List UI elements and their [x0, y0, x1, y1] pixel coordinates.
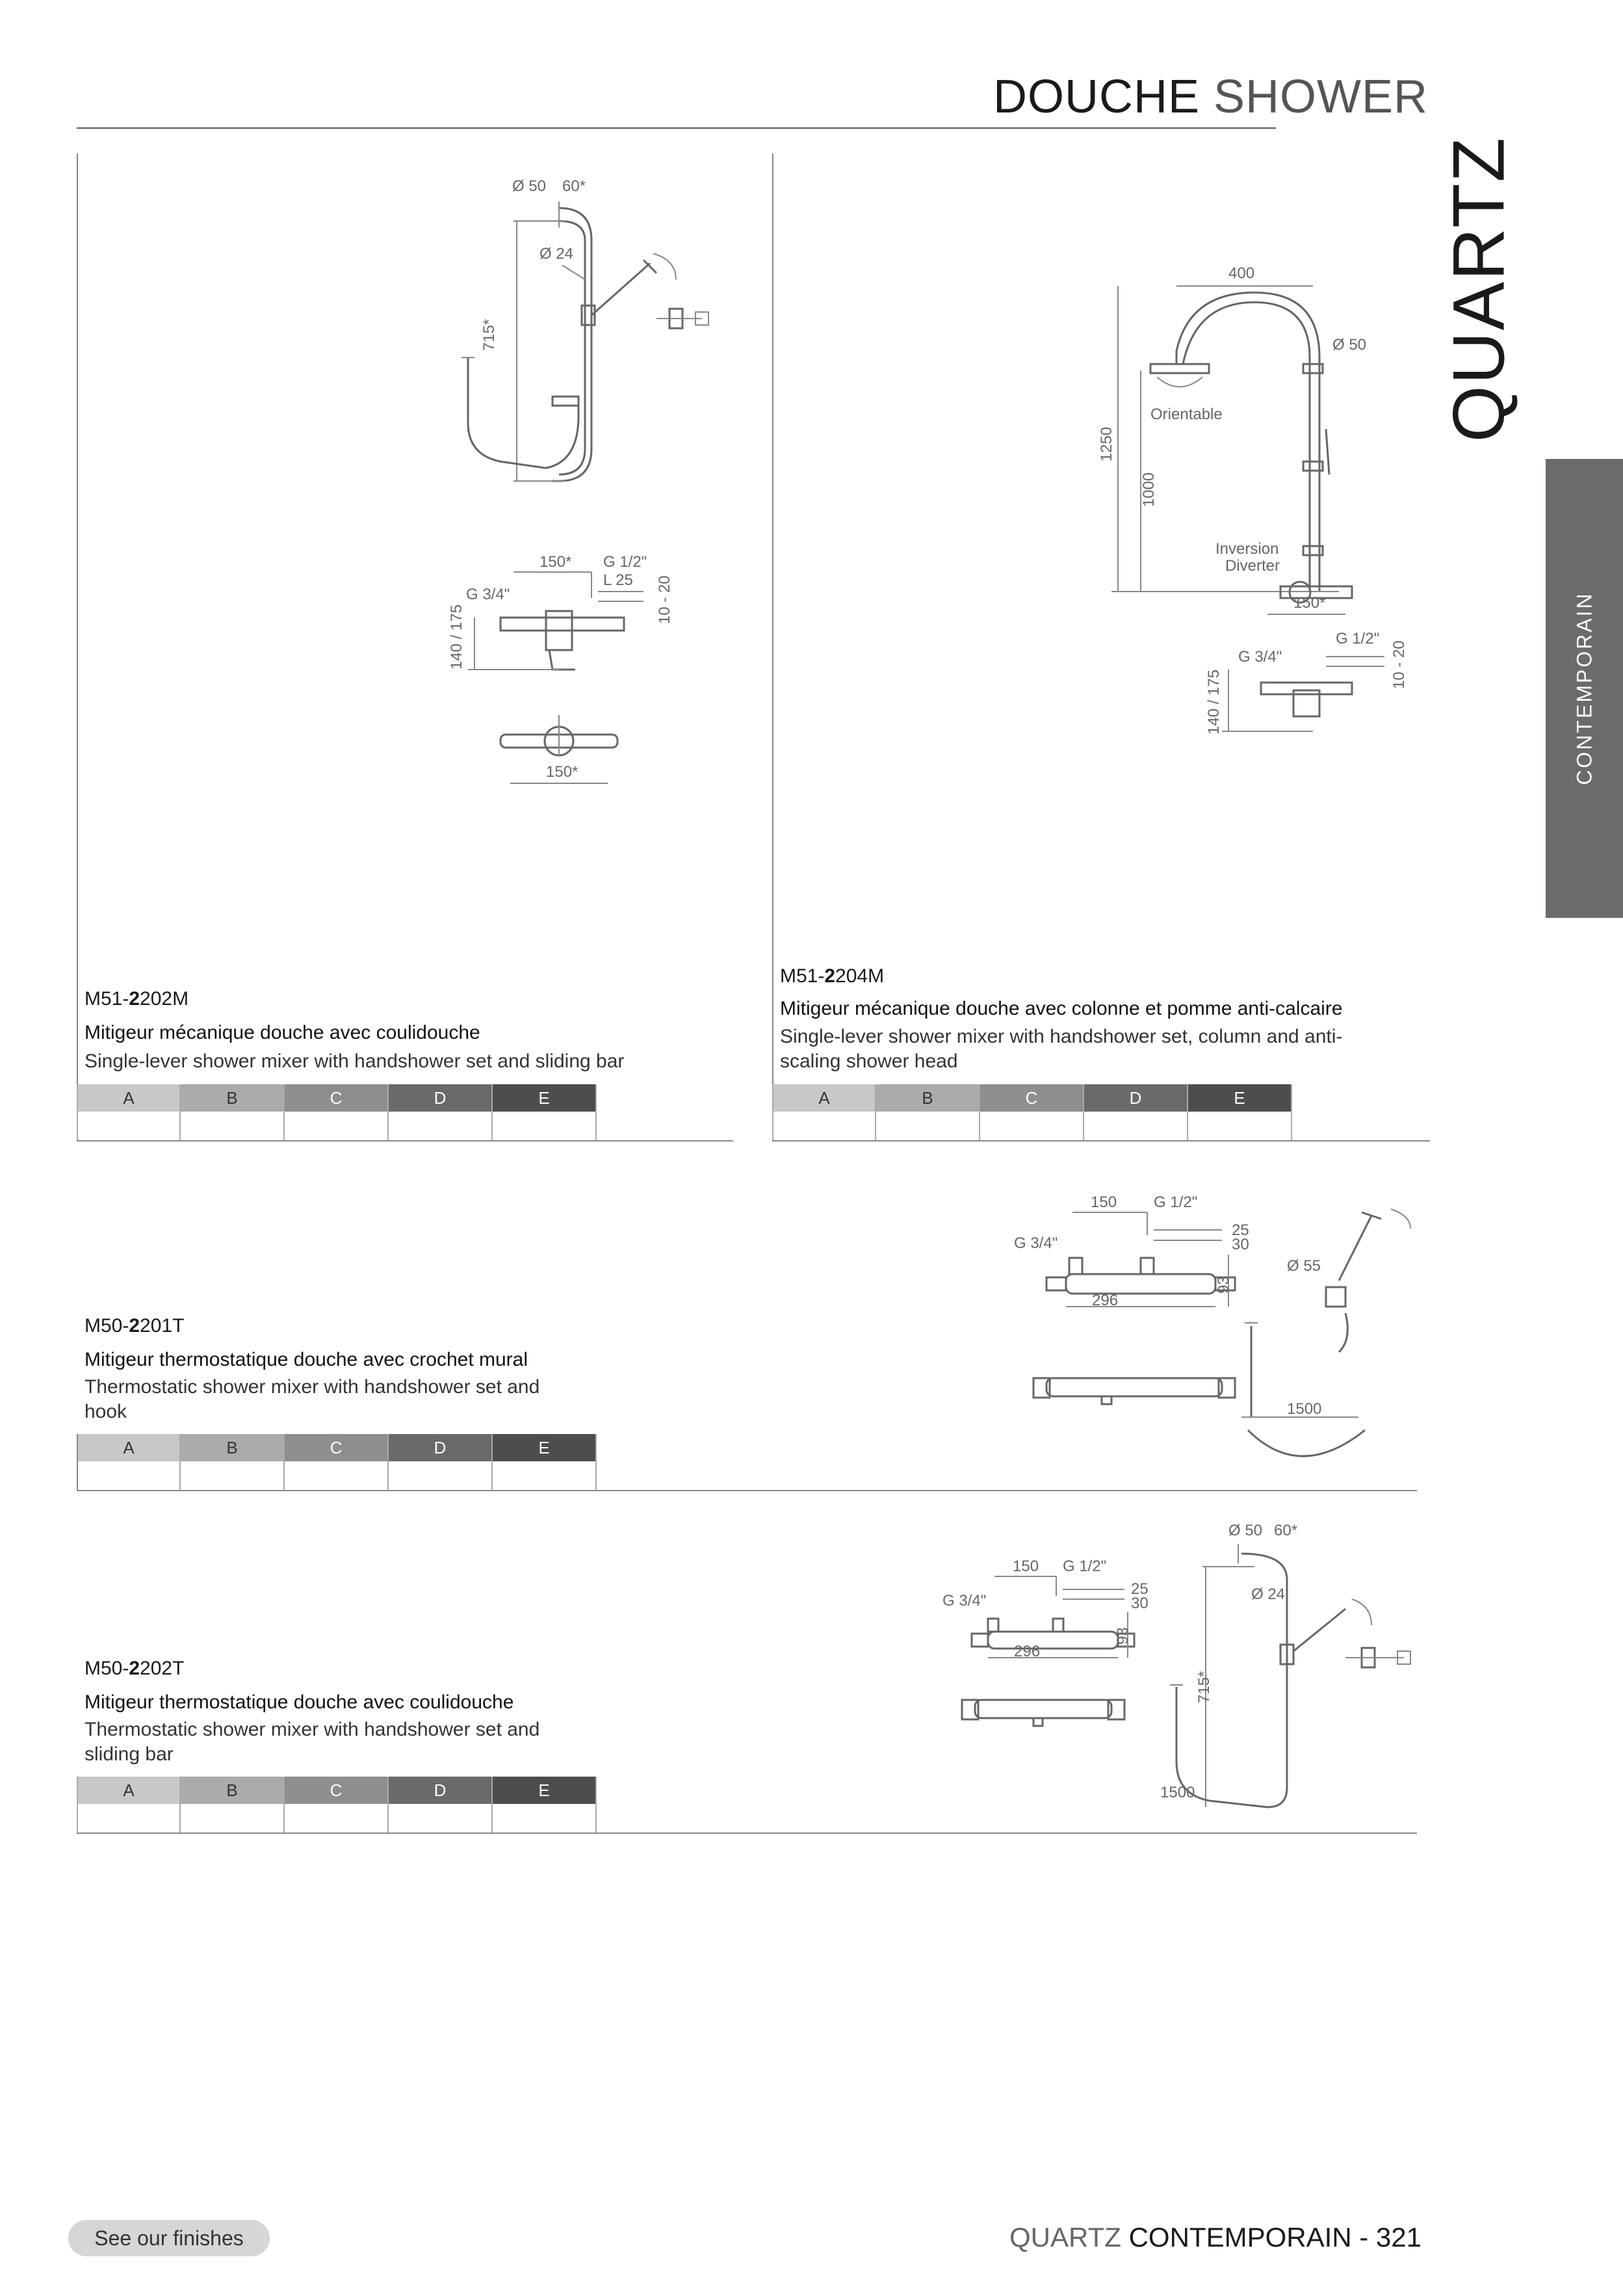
dim-text: 10 - 20 [1390, 640, 1408, 689]
dim-text: Ø 24 [1251, 1585, 1286, 1603]
finish-d[interactable]: D [1084, 1084, 1188, 1141]
footer-section: CONTEMPORAIN - 321 [1128, 2222, 1422, 2252]
dim-text: G 3/4" [1238, 648, 1282, 666]
finish-e[interactable]: E [493, 1777, 597, 1834]
dim-text: Orientable [1150, 406, 1223, 423]
dim-text: 140 / 175 [448, 604, 465, 670]
finish-d[interactable]: D [389, 1434, 493, 1491]
product-1-en: Single-lever shower mixer with handshower set and sliding bar [84, 1050, 625, 1072]
finish-d[interactable]: D [389, 1777, 493, 1834]
product-4-drawing [929, 1515, 1436, 1820]
product-4-rule [77, 1833, 1417, 1834]
brand-vertical [1438, 136, 1520, 443]
dim-text: 1500 [1160, 1784, 1195, 1801]
dim-text: 60* [562, 177, 586, 195]
product-1-finishes [77, 1084, 597, 1141]
finish-a[interactable]: A [772, 1084, 876, 1141]
dim-text: 715* [480, 319, 498, 351]
finish-c[interactable]: C [285, 1084, 389, 1141]
dim-text: 60* [1274, 1522, 1298, 1539]
finish-c[interactable]: C [285, 1434, 389, 1491]
code-bold: 2 [129, 988, 140, 1010]
product-3-en-2: hook [84, 1401, 127, 1422]
code-suffix: 201T [140, 1315, 185, 1337]
code-suffix: 202M [140, 988, 189, 1010]
dim-text: 150* [546, 763, 578, 781]
finish-e[interactable]: E [493, 1434, 597, 1491]
product-3-code [84, 1315, 184, 1337]
code-suffix: 204M [835, 965, 885, 987]
product-2-code [780, 965, 884, 987]
finish-b[interactable]: B [181, 1084, 285, 1141]
footer-brand: QUARTZ [1009, 2222, 1121, 2252]
product-1-fr: Mitigeur mécanique douche avec coulidouche [84, 1022, 480, 1043]
product-1-drawing [429, 169, 728, 819]
dim-text: Ø 24 [539, 245, 574, 263]
finish-a[interactable]: A [77, 1434, 181, 1491]
center-divider [772, 153, 773, 1141]
product-4-code [84, 1658, 184, 1680]
finish-a[interactable]: A [77, 1084, 181, 1141]
product-2-en-2: scaling shower head [780, 1050, 958, 1072]
finish-a[interactable]: A [77, 1777, 181, 1834]
product-1-rule [77, 1140, 733, 1141]
dim-text: G 3/4" [942, 1592, 987, 1610]
dim-text: 93 [1215, 1276, 1232, 1294]
finish-c[interactable]: C [980, 1084, 1084, 1141]
product-3-finishes [77, 1434, 597, 1491]
product-3-drawing [1007, 1183, 1436, 1469]
dim-text: 400 [1228, 265, 1255, 282]
product-4-en-1: Thermostatic shower mixer with handshower set and [84, 1719, 540, 1740]
dim-text: 25 [1232, 1221, 1249, 1239]
finish-b[interactable]: B [181, 1434, 285, 1491]
finish-d[interactable]: D [389, 1084, 493, 1141]
dim-text: G 3/4" [466, 586, 510, 603]
dim-text: Ø 50 [1228, 1522, 1263, 1539]
dim-text: G 1/2" [1336, 630, 1380, 647]
dim-text: 10 - 20 [656, 575, 673, 624]
dim-text: 30 [1232, 1236, 1249, 1253]
product-2-en-1: Single-lever shower mixer with handshower set, column and anti- [780, 1026, 1343, 1047]
dim-text: Ø 50 [1332, 336, 1367, 354]
product-3-border [77, 1434, 78, 1491]
title-fr: DOUCHE [993, 71, 1200, 123]
code-prefix: M51- [780, 965, 825, 987]
category-tab-label: CONTEMPORAIN [1572, 592, 1596, 785]
dim-text: 1250 [1098, 426, 1115, 462]
dim-text: G 1/2" [1154, 1194, 1198, 1211]
product-3-fr: Mitigeur thermostatique douche avec crochet mural [84, 1349, 528, 1370]
code-suffix: 202T [140, 1658, 185, 1679]
dim-text: Diverter [1225, 557, 1280, 575]
dim-text: L 25 [603, 571, 633, 589]
product-4-finishes [77, 1777, 597, 1834]
finish-b[interactable]: B [181, 1777, 285, 1834]
page-footer [1009, 2222, 1422, 2253]
dim-text: 93 [1114, 1627, 1132, 1645]
product-3-en-1: Thermostatic shower mixer with handshower set and [84, 1376, 540, 1398]
product-2-drawing [1079, 254, 1443, 748]
dim-text: 296 [1014, 1643, 1041, 1660]
code-bold: 2 [129, 1658, 140, 1679]
header-rule [77, 127, 1276, 129]
dim-text: G 3/4" [1014, 1234, 1058, 1252]
code-prefix: M50- [84, 1658, 129, 1679]
dim-text: Ø 50 [512, 177, 547, 195]
dim-text: 1000 [1140, 472, 1158, 507]
dim-text: G 1/2" [603, 553, 647, 571]
product-2-fr: Mitigeur mécanique douche avec colonne et pomme anti-calcaire [780, 998, 1343, 1019]
page-title [993, 70, 1428, 124]
code-bold: 2 [129, 1315, 140, 1337]
code-bold: 2 [824, 965, 836, 987]
dim-text: Ø 55 [1287, 1257, 1321, 1275]
product-4-fr: Mitigeur thermostatique douche avec coulidouche [84, 1691, 514, 1713]
dim-text: 150* [539, 553, 572, 571]
left-border [77, 153, 78, 1141]
dim-text: 296 [1092, 1292, 1119, 1309]
code-prefix: M50- [84, 1315, 129, 1337]
product-3-rule [77, 1490, 1417, 1491]
see-finishes-button[interactable]: See our finishes [68, 2220, 270, 2256]
dim-text: 150 [1013, 1558, 1039, 1575]
dim-text: 25 [1131, 1580, 1149, 1598]
finish-e[interactable]: E [1188, 1084, 1292, 1141]
dim-text: 140 / 175 [1205, 669, 1223, 735]
dim-text: 150* [1293, 594, 1326, 612]
product-2-finishes [772, 1084, 1292, 1141]
dim-text: 715* [1195, 1671, 1213, 1703]
title-en: SHOWER [1214, 71, 1428, 123]
dim-text: 30 [1131, 1595, 1149, 1612]
product-4-en-2: sliding bar [84, 1743, 174, 1765]
code-prefix: M51- [84, 988, 129, 1010]
brand-name: QUARTZ [1438, 136, 1520, 443]
dim-text: Inversion [1215, 540, 1279, 558]
dim-text: 150 [1091, 1194, 1117, 1211]
dim-text: G 1/2" [1063, 1558, 1107, 1575]
product-2-rule [772, 1140, 1430, 1141]
finish-b[interactable]: B [876, 1084, 980, 1141]
product-1-code [84, 988, 188, 1010]
finish-c[interactable]: C [285, 1777, 389, 1834]
category-tab[interactable] [1546, 459, 1623, 918]
dim-text: 1500 [1287, 1400, 1322, 1418]
finish-e[interactable]: E [493, 1084, 597, 1141]
